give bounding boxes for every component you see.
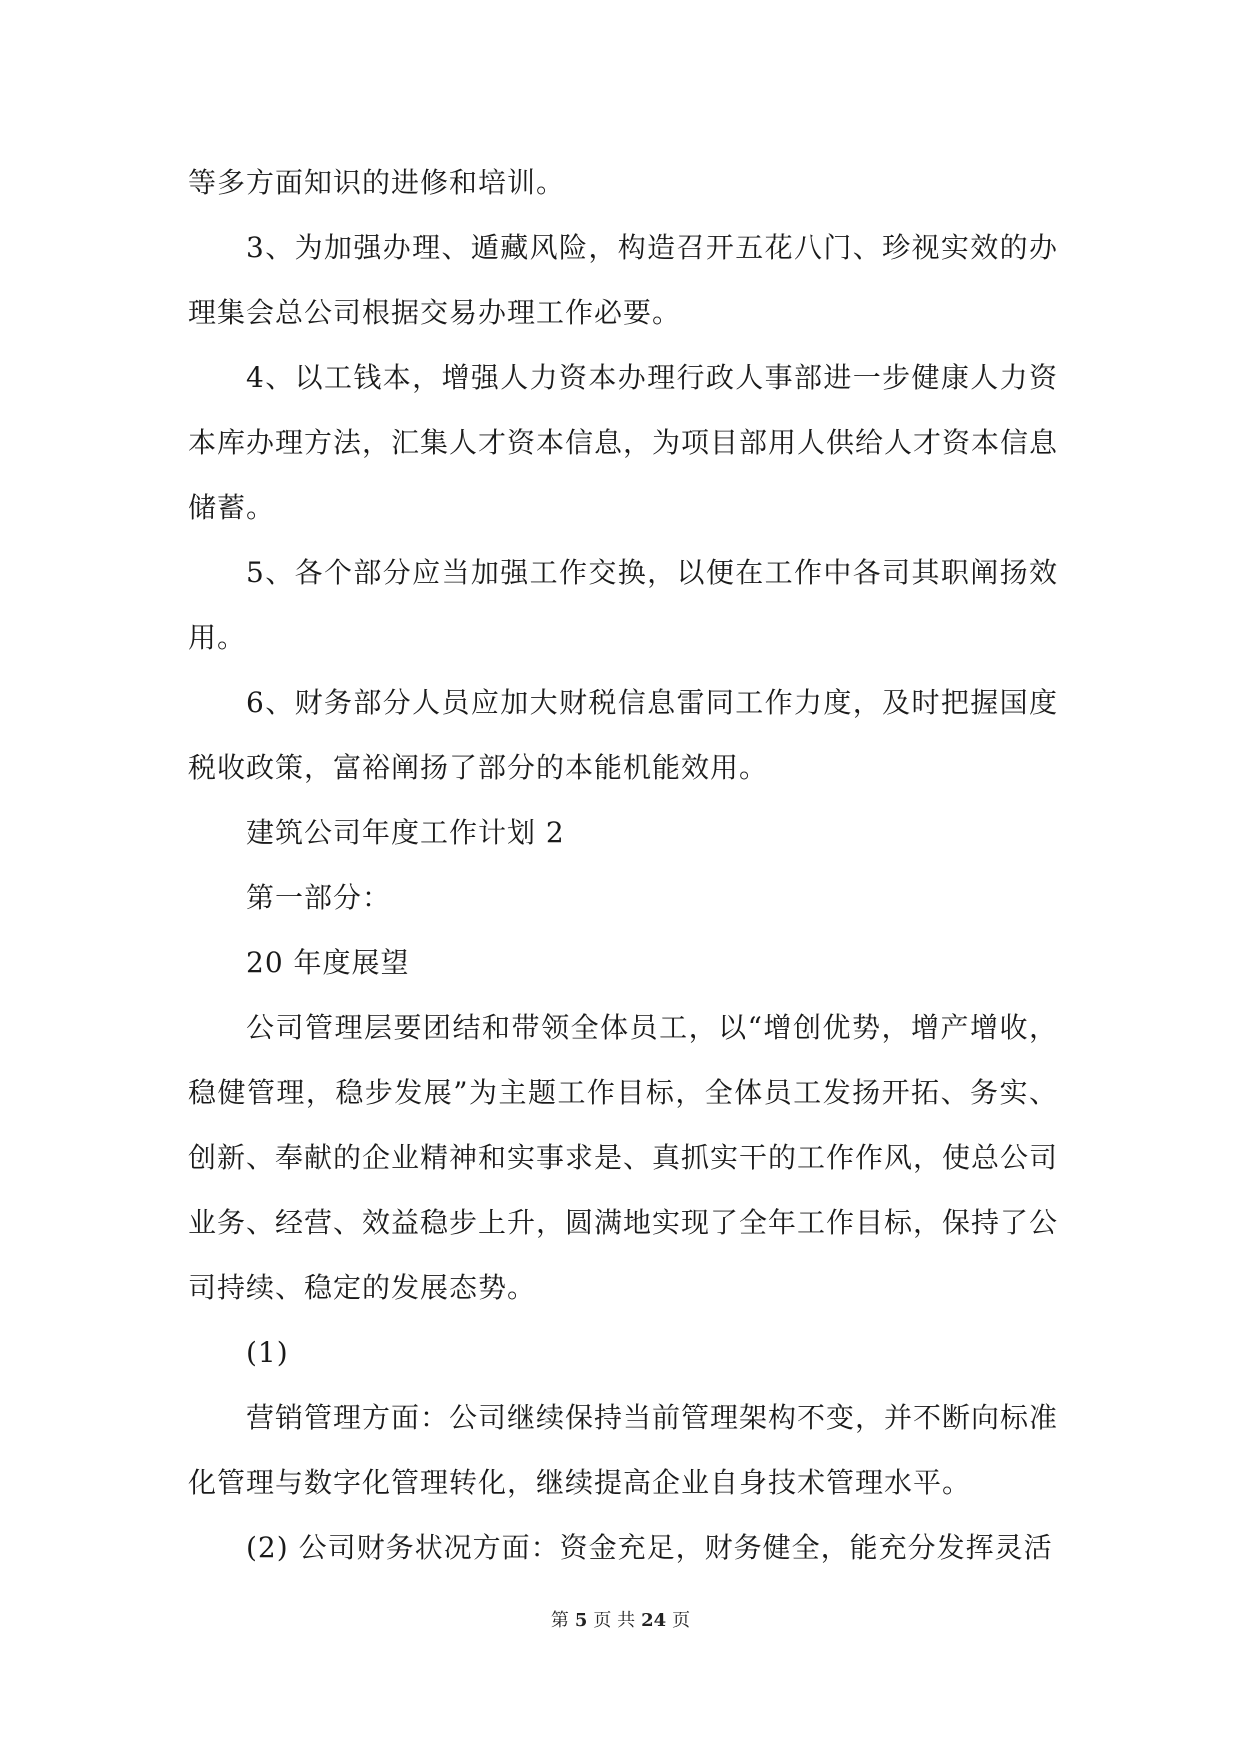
document-body (188, 150, 1058, 1580)
paragraph-2: 3、为加强办理、遁藏风险，构造召开五花八门、珍视实效的办理集会总公司根据交易办理工作必要。 (188, 231, 1058, 329)
footer-suffix: 页 (672, 1610, 691, 1631)
footer-middle: 页 共 (593, 1610, 636, 1631)
paragraph-5: 6、财务部分人员应加大财税信息雷同工作力度，及时把握国度税收政策，富裕阐扬了部分的本能机能效用。 (188, 686, 1058, 784)
paragraph-marketing: 营销管理方面：公司继续保持当前管理架构不变，并不断向标准化管理与数字化管理转化，继续提高企业自身技术管理水平。 (188, 1401, 1059, 1499)
paragraph-1: 等多方面知识的进修和培训。 (188, 166, 566, 199)
page-number: 5 (574, 1610, 588, 1631)
part-heading: 第一部分： (246, 881, 392, 914)
paragraph-outlook: 公司管理层要团结和带领全体员工，以“增创优势，增产增收，稳健管理，稳步发展”为主题工作目标，全体员工发扬开拓、务实、创新、奉献的企业精神和实事求是、真抓实干的工作作风，使总公司业务、经营、效益稳步上升，圆满地实现了全年工作目标，保持了公司持续、稳定的发展态势。 (188, 1011, 1059, 1304)
page-footer (0, 1609, 1241, 1633)
paragraph-finance: (2) 公司财务状况方面：资金充足，财务健全，能充分发挥灵活 (246, 1531, 1053, 1564)
paragraph-3: 4、以工钱本，增强人力资本办理行政人事部进一步健康人力资本库办理方法，汇集人才资本信息，为项目部用人供给人才资本信息储蓄。 (188, 361, 1059, 524)
footer-prefix: 第 (550, 1610, 569, 1631)
item-marker-1: (1) (246, 1336, 289, 1369)
outlook-heading: 20 年度展望 (246, 946, 410, 979)
paragraph-4: 5、各个部分应当加强工作交换，以便在工作中各司其职阐扬效用。 (188, 556, 1058, 654)
total-pages: 24 (641, 1610, 667, 1631)
section-heading: 建筑公司年度工作计划 2 (246, 816, 565, 849)
